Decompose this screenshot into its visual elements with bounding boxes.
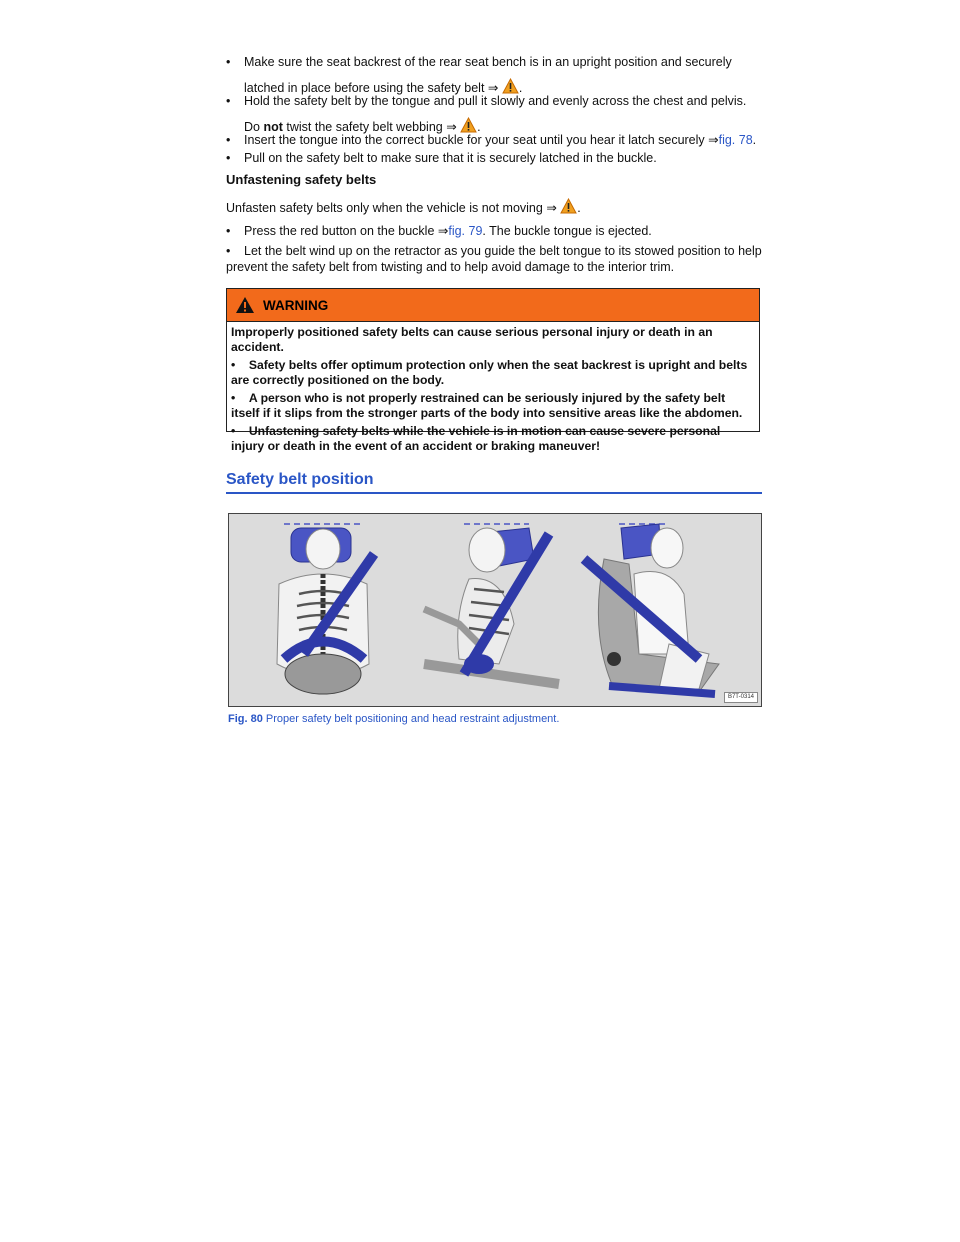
warning-lead: Improperly positioned safety belts can cause serious personal injury or death in an accident. (231, 325, 713, 354)
bullet-pull-belt: • Pull on the safety belt to make sure that it is securely latched in the buckle. (226, 151, 657, 165)
bullet-dot: • (226, 55, 231, 69)
warning-item: • A person who is not properly restrained can be seriously injured by the safety belt itself if it slips from the stronger parts of the body into sensitive areas like the abdomen. (231, 391, 743, 420)
subheading-unfastening: Unfastening safety belts (226, 172, 377, 187)
link-fig-79[interactable]: fig. 79 (448, 224, 483, 238)
warning-body (227, 322, 759, 453)
front-view-skeleton (277, 524, 374, 694)
warning-triangle-icon[interactable] (560, 198, 577, 214)
bullet-belt-wind-up: • Let the belt wind up on the retractor as you guide the belt tongue to its stowed position to help prevent the safety belt from twisting and to help avoid damage to the interior trim. (226, 244, 762, 274)
warning-title: WARNING (263, 297, 329, 313)
bullet-dot: • (226, 244, 231, 258)
bullet-hold-belt: • Hold the safety belt by the tongue and pull it slowly and evenly across the chest and pelvis. Do not twist the safety belt webbing ⇒ . (226, 88, 762, 140)
bullet-dot: • (226, 133, 231, 147)
bullet-insert-tongue: • Insert the tongue into the correct buckle for your seat until you hear it latch securely ⇒fig. 78. (226, 133, 757, 147)
bullet-dot: • (226, 151, 231, 165)
bullet-press-red-button: • Press the red button on the buckle ⇒fig. 79. The buckle tongue is ejected. (226, 224, 652, 238)
emphasis-not: not (263, 120, 283, 134)
warning-triangle-icon (235, 296, 255, 314)
bullet-seat-backrest: • Make sure the seat backrest of the rear seat bench is in an upright position and securely latched in place before using the safety belt ⇒ . (226, 49, 762, 101)
seated-person-side-view (584, 524, 719, 694)
figure-label: Fig. 80 (228, 713, 263, 725)
bullet-text: Make sure the seat backrest of the rear seat bench is in an upright position and securely latched in place before using the safety belt ⇒ (244, 55, 732, 95)
figure-caption (228, 713, 559, 725)
bullet-dot: • (226, 224, 231, 238)
bullet-dot: • (226, 94, 231, 108)
warning-item: • Unfastening safety belts while the vehicle is in motion can cause severe personal injury or death in the event of an accident or braking maneuver! (231, 424, 721, 453)
unfasten-intro: Unfasten safety belts only when the vehicle is not moving ⇒ . (226, 196, 581, 220)
warning-item: • Safety belts offer optimum protection only when the seat backrest is upright and belts are correctly positioned on the body. (231, 358, 748, 387)
figure-code: B7T-0314 (724, 692, 758, 703)
side-view-skeleton (424, 524, 559, 684)
link-fig-78[interactable]: fig. 78 (718, 133, 753, 147)
warning-header (227, 289, 759, 322)
figure-caption-text: Proper safety belt positioning and head restraint adjustment. (265, 713, 560, 725)
belt-position-illustration (229, 514, 761, 706)
figure-belt-position (228, 513, 762, 707)
warning-box (226, 288, 760, 453)
section-title: Safety belt position (226, 470, 762, 494)
